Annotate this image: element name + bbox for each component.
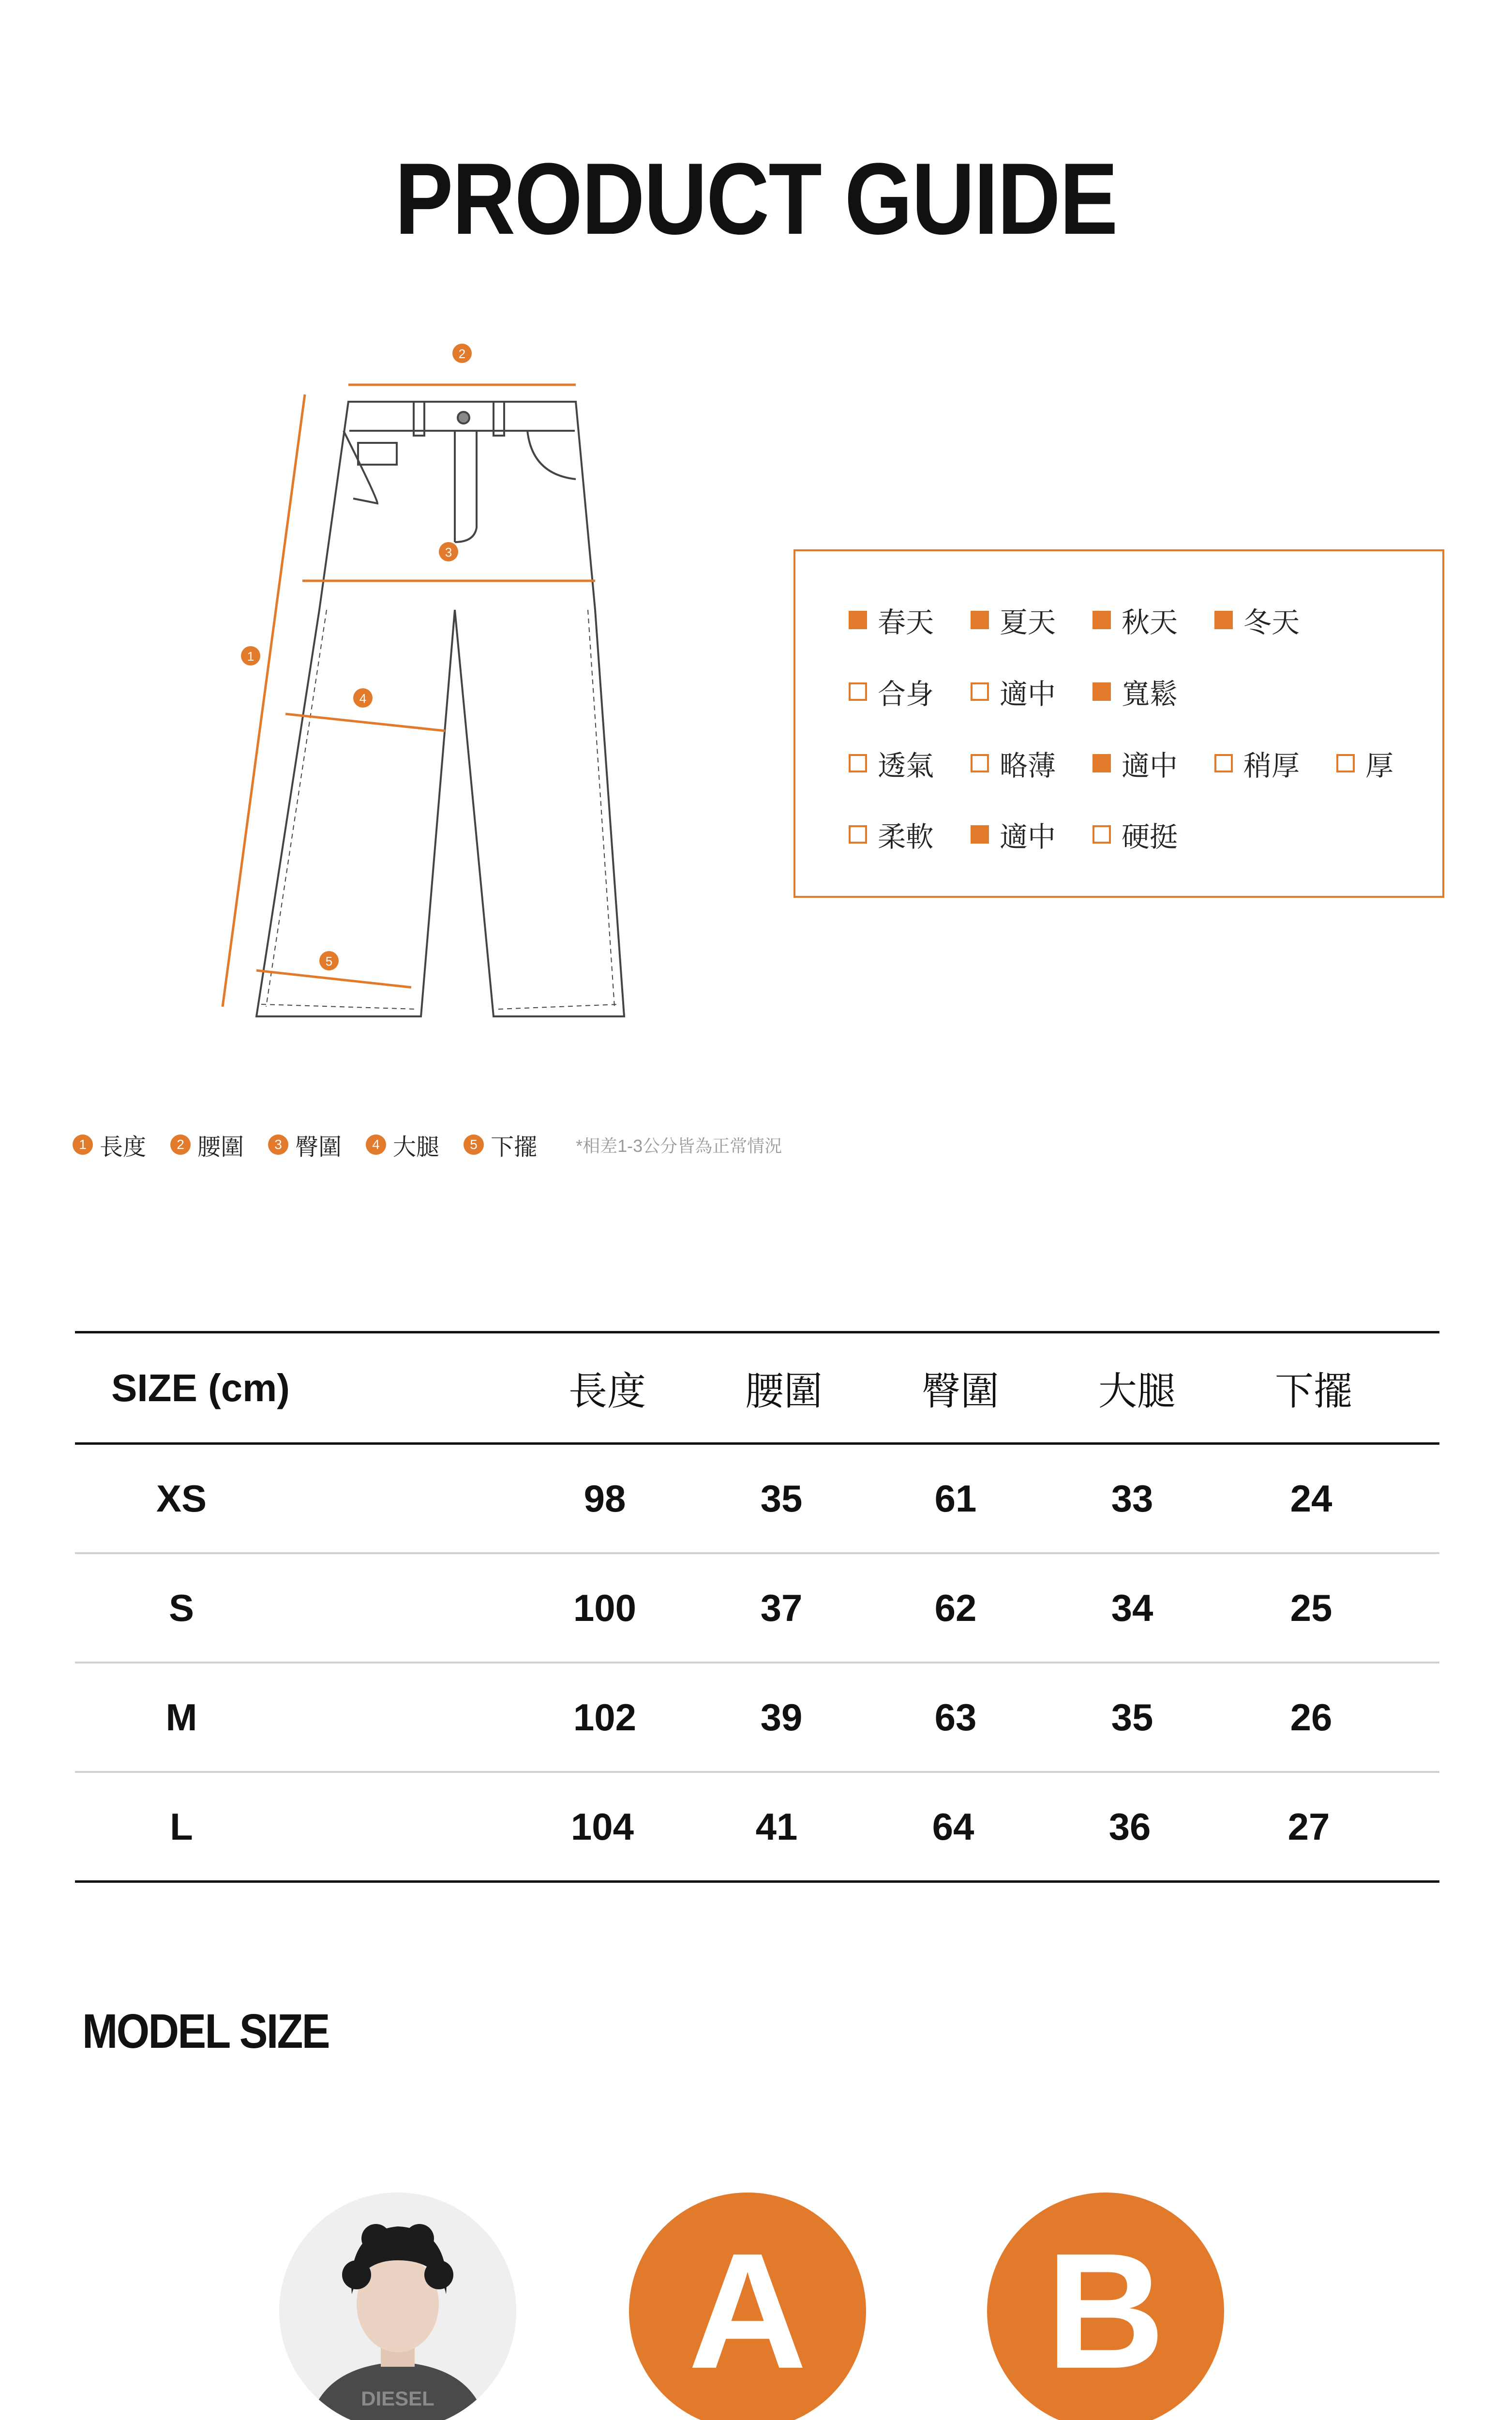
column-header: SIZE (cm) <box>111 1366 290 1409</box>
checkbox-icon <box>1093 825 1111 844</box>
attr-item: 厚 <box>1336 743 1409 784</box>
column-header: 下擺 <box>1275 1370 1352 1413</box>
model-photo <box>279 2193 516 2420</box>
checkbox-icon <box>1214 611 1233 629</box>
pants-diagram <box>194 339 677 1065</box>
attr-item: 透氣 <box>849 743 971 784</box>
svg-text:DIESEL: DIESEL <box>361 2387 434 2410</box>
table-cell: 35 <box>1111 1695 1153 1739</box>
number-badge-icon: 3 <box>268 1134 288 1155</box>
legend-item-hip: 3 臀圍 <box>268 1128 342 1162</box>
checkbox-icon <box>1093 611 1111 629</box>
measure-marker-3 <box>439 542 458 561</box>
measure-marker-5 <box>319 951 339 970</box>
legend-item-hem: 5 下擺 <box>464 1128 537 1162</box>
svg-text:3: 3 <box>445 545 452 560</box>
checkbox-icon <box>971 611 989 629</box>
size-table <box>75 1331 1439 1883</box>
avatar: B <box>987 2193 1224 2420</box>
table-cell: 98 <box>584 1477 626 1520</box>
table-cell: 27 <box>1287 1805 1330 1848</box>
season-row <box>849 601 1336 639</box>
table-row <box>75 1445 1439 1554</box>
measure-marker-2 <box>452 344 472 363</box>
table-row <box>75 1664 1439 1773</box>
number-badge-icon: 4 <box>366 1134 386 1155</box>
attr-item: 寬鬆 <box>1093 671 1214 712</box>
table-cell: 39 <box>760 1695 803 1739</box>
table-cell: 37 <box>760 1586 803 1629</box>
checkbox-icon <box>1336 754 1355 772</box>
svg-text:2: 2 <box>458 347 466 361</box>
table-cell: 35 <box>760 1477 803 1520</box>
checkbox-icon <box>849 611 867 629</box>
table-cell: 102 <box>573 1695 637 1739</box>
number-badge-icon: 1 <box>73 1134 93 1155</box>
table-cell: 100 <box>573 1586 637 1629</box>
attr-item: 適中 <box>1093 743 1214 784</box>
number-badge-icon: 2 <box>170 1134 191 1155</box>
measure-marker-4 <box>353 688 373 708</box>
attr-item: 冬天 <box>1214 600 1336 640</box>
size-label: M <box>165 1695 197 1739</box>
tolerance-note: *相差1-3公分皆為正常情況 <box>576 1135 782 1156</box>
table-header-row <box>75 1331 1439 1445</box>
table-cell: 63 <box>934 1695 977 1739</box>
attr-item: 春天 <box>849 600 971 640</box>
number-badge-icon: 5 <box>464 1134 484 1155</box>
attr-item: 略薄 <box>971 743 1093 784</box>
fit-row <box>849 672 1214 711</box>
table-cell: 24 <box>1290 1477 1332 1520</box>
column-header: 大腿 <box>1098 1370 1176 1413</box>
column-header: 長度 <box>569 1370 646 1413</box>
table-cell: 61 <box>934 1477 977 1520</box>
svg-text:1: 1 <box>247 649 254 664</box>
attr-item: 硬挺 <box>1093 814 1214 855</box>
table-cell: 26 <box>1290 1695 1332 1739</box>
avatar <box>279 2193 516 2420</box>
checkbox-icon <box>1093 754 1111 772</box>
legend-item-waist: 2 腰圍 <box>170 1128 244 1162</box>
attr-item: 適中 <box>971 814 1093 855</box>
model-size-title: MODEL SIZE <box>82 2004 329 2058</box>
avatar: A <box>629 2193 866 2420</box>
checkbox-icon <box>971 825 989 844</box>
table-cell: 34 <box>1111 1586 1153 1629</box>
size-label: S <box>168 1586 195 1629</box>
table-cell: 25 <box>1290 1586 1332 1629</box>
measure-marker-1 <box>241 646 260 666</box>
measurement-legend <box>73 1128 782 1162</box>
checkbox-icon <box>1093 682 1111 701</box>
table-cell: 104 <box>570 1805 634 1848</box>
attr-item: 柔軟 <box>849 814 971 855</box>
texture-row <box>849 815 1214 854</box>
size-label: XS <box>156 1477 207 1520</box>
size-label: L <box>170 1805 193 1848</box>
page-title: PRODUCT GUIDE <box>395 142 1117 256</box>
table-cell: 36 <box>1108 1805 1151 1848</box>
pants-outline <box>256 402 624 1016</box>
table-row <box>75 1554 1439 1664</box>
model-card-a <box>602 2193 893 2420</box>
checkbox-icon <box>849 754 867 772</box>
model-card-b <box>960 2193 1251 2420</box>
attr-item: 夏天 <box>971 600 1093 640</box>
attr-item: 秋天 <box>1093 600 1214 640</box>
table-row <box>75 1773 1439 1883</box>
table-cell: 64 <box>932 1805 974 1848</box>
checkbox-icon <box>849 682 867 701</box>
attr-item: 適中 <box>971 671 1093 712</box>
thickness-row <box>849 744 1409 783</box>
table-cell: 62 <box>934 1586 977 1629</box>
table-cell: 33 <box>1111 1477 1153 1520</box>
attr-item: 稍厚 <box>1214 743 1336 784</box>
checkbox-icon <box>971 754 989 772</box>
product-attributes-box <box>793 549 1444 898</box>
svg-text:4: 4 <box>359 691 367 706</box>
model-card-yang <box>253 2193 543 2420</box>
column-header: 臀圍 <box>922 1370 999 1413</box>
legend-item-thigh: 4 大腿 <box>366 1128 439 1162</box>
checkbox-icon <box>849 825 867 844</box>
svg-text:5: 5 <box>325 954 333 968</box>
checkbox-icon <box>971 682 989 701</box>
checkbox-icon <box>1214 754 1233 772</box>
table-cell: 41 <box>755 1805 798 1848</box>
legend-item-length: 1 長度 <box>73 1128 146 1162</box>
attr-item: 合身 <box>849 671 971 712</box>
column-header: 腰圍 <box>745 1370 823 1413</box>
